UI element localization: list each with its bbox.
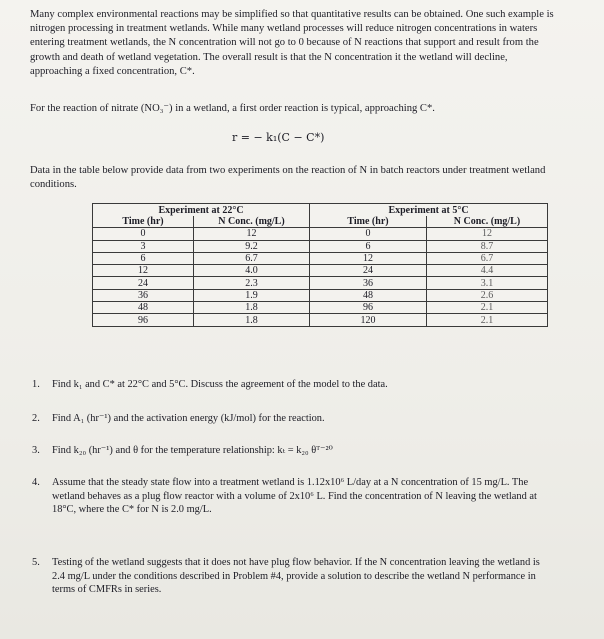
exp1-title: Experiment at 22°C xyxy=(93,204,310,217)
question-number: 3. xyxy=(32,445,40,456)
table-cell: 2.1 xyxy=(427,314,548,326)
question-3 xyxy=(32,444,552,458)
table-cell: 36 xyxy=(93,289,194,301)
table-row xyxy=(93,252,548,264)
table-cell: 6.7 xyxy=(427,252,548,264)
col-header: Time (hr) xyxy=(93,216,194,228)
table-cell: 9.2 xyxy=(194,240,310,252)
question-5 xyxy=(32,556,552,597)
table-cell: 8.7 xyxy=(427,240,548,252)
table-cell: 48 xyxy=(93,302,194,314)
table-cell: 6.7 xyxy=(194,252,310,264)
table-cell: 4.4 xyxy=(427,265,548,277)
table-column-header xyxy=(93,216,548,228)
table-cell: 2.6 xyxy=(427,289,548,301)
table-row xyxy=(93,314,548,326)
table-cell: 1.9 xyxy=(194,289,310,301)
table-cell: 0 xyxy=(93,228,194,240)
table-cell: 12 xyxy=(427,228,548,240)
table-cell: 2.3 xyxy=(194,277,310,289)
question-2 xyxy=(32,412,552,426)
table-row xyxy=(93,228,548,240)
table-cell: 6 xyxy=(310,240,427,252)
question-text: Find k₁ and C* at 22°C and 5°C. Discuss the agreement of the model to the data. xyxy=(52,379,388,390)
exp2-title: Experiment at 5°C xyxy=(310,204,548,217)
col-header: N Conc. (mg/L) xyxy=(194,216,310,228)
table-row xyxy=(93,240,548,252)
table-group-header xyxy=(93,204,548,217)
table-row xyxy=(93,277,548,289)
question-4 xyxy=(32,476,552,517)
question-1 xyxy=(32,378,552,392)
table-cell: 48 xyxy=(310,289,427,301)
table-row xyxy=(93,289,548,301)
table-cell: 120 xyxy=(310,314,427,326)
table-cell: 0 xyxy=(310,228,427,240)
question-text: Assume that the steady state flow into a treatment wetland is 1.12x10⁶ L/day at a N concentration of 15 mg/L. The wetland behaves as a plug flow reactor with a volume of 2x10⁶ L. Find the concentration of N leaving the wetland at 18°C, where the C* for N is 2.0 mg/L. xyxy=(52,477,537,516)
table-cell: 36 xyxy=(310,277,427,289)
question-text: Find A₁ (hr⁻¹) and the activation energy (kJ/mol) for the reaction. xyxy=(52,413,325,424)
table-cell: 3.1 xyxy=(427,277,548,289)
table-cell: 12 xyxy=(93,265,194,277)
table-cell: 1.8 xyxy=(194,302,310,314)
question-number: 2. xyxy=(32,413,40,424)
table-cell: 6 xyxy=(93,252,194,264)
table-cell: 1.8 xyxy=(194,314,310,326)
table-cell: 24 xyxy=(310,265,427,277)
table-row xyxy=(93,265,548,277)
question-number: 5. xyxy=(32,557,40,568)
table-cell: 3 xyxy=(93,240,194,252)
experiment-table xyxy=(92,203,548,327)
rate-equation: r = − k₁(C − C*) xyxy=(232,131,325,144)
table-cell: 96 xyxy=(93,314,194,326)
table-cell: 96 xyxy=(310,302,427,314)
question-number: 4. xyxy=(32,477,40,488)
col-header: Time (hr) xyxy=(310,216,427,228)
data-sentence: Data in the table below provide data from two experiments on the reaction of N in batch reactors under treatment wetland conditions. xyxy=(30,165,546,190)
col-header: N Conc. (mg/L) xyxy=(427,216,548,228)
question-text: Find k₂₀ (hr⁻¹) and θ for the temperature relationship: kₜ = k₂₀ θᵀ⁻²⁰ xyxy=(52,445,333,456)
intro-paragraph: Many complex environmental reactions may be simplified so that quantitative results can be obtained. One such example is nitrogen processing in treatment wetlands. While many wetland processes will reduce nitrogen concentrations in waters entering treatment wetlands, the N concentration will not go to 0 because of N reactions that support and result from the growth and death of wetland vegetation. The overall result is that the N concentration it the wetland will decline, approaching a fixed concentration, C*. xyxy=(30,9,554,77)
question-number: 1. xyxy=(32,379,40,390)
table-cell: 12 xyxy=(310,252,427,264)
question-text: Testing of the wetland suggests that it does not have plug flow behavior. If the N concentration leaving the wetland is 2.4 mg/L under the conditions described in Problem #4, provide a solution to describe the wetland N performance in terms of CMFRs in series. xyxy=(52,557,540,596)
table-cell: 24 xyxy=(93,277,194,289)
table-row xyxy=(93,302,548,314)
nitrate-sentence: For the reaction of nitrate (NO₃⁻) in a wetland, a first order reaction is typical, approaching C*. xyxy=(30,103,435,114)
table-cell: 4.0 xyxy=(194,265,310,277)
table-cell: 12 xyxy=(194,228,310,240)
table-cell: 2.1 xyxy=(427,302,548,314)
